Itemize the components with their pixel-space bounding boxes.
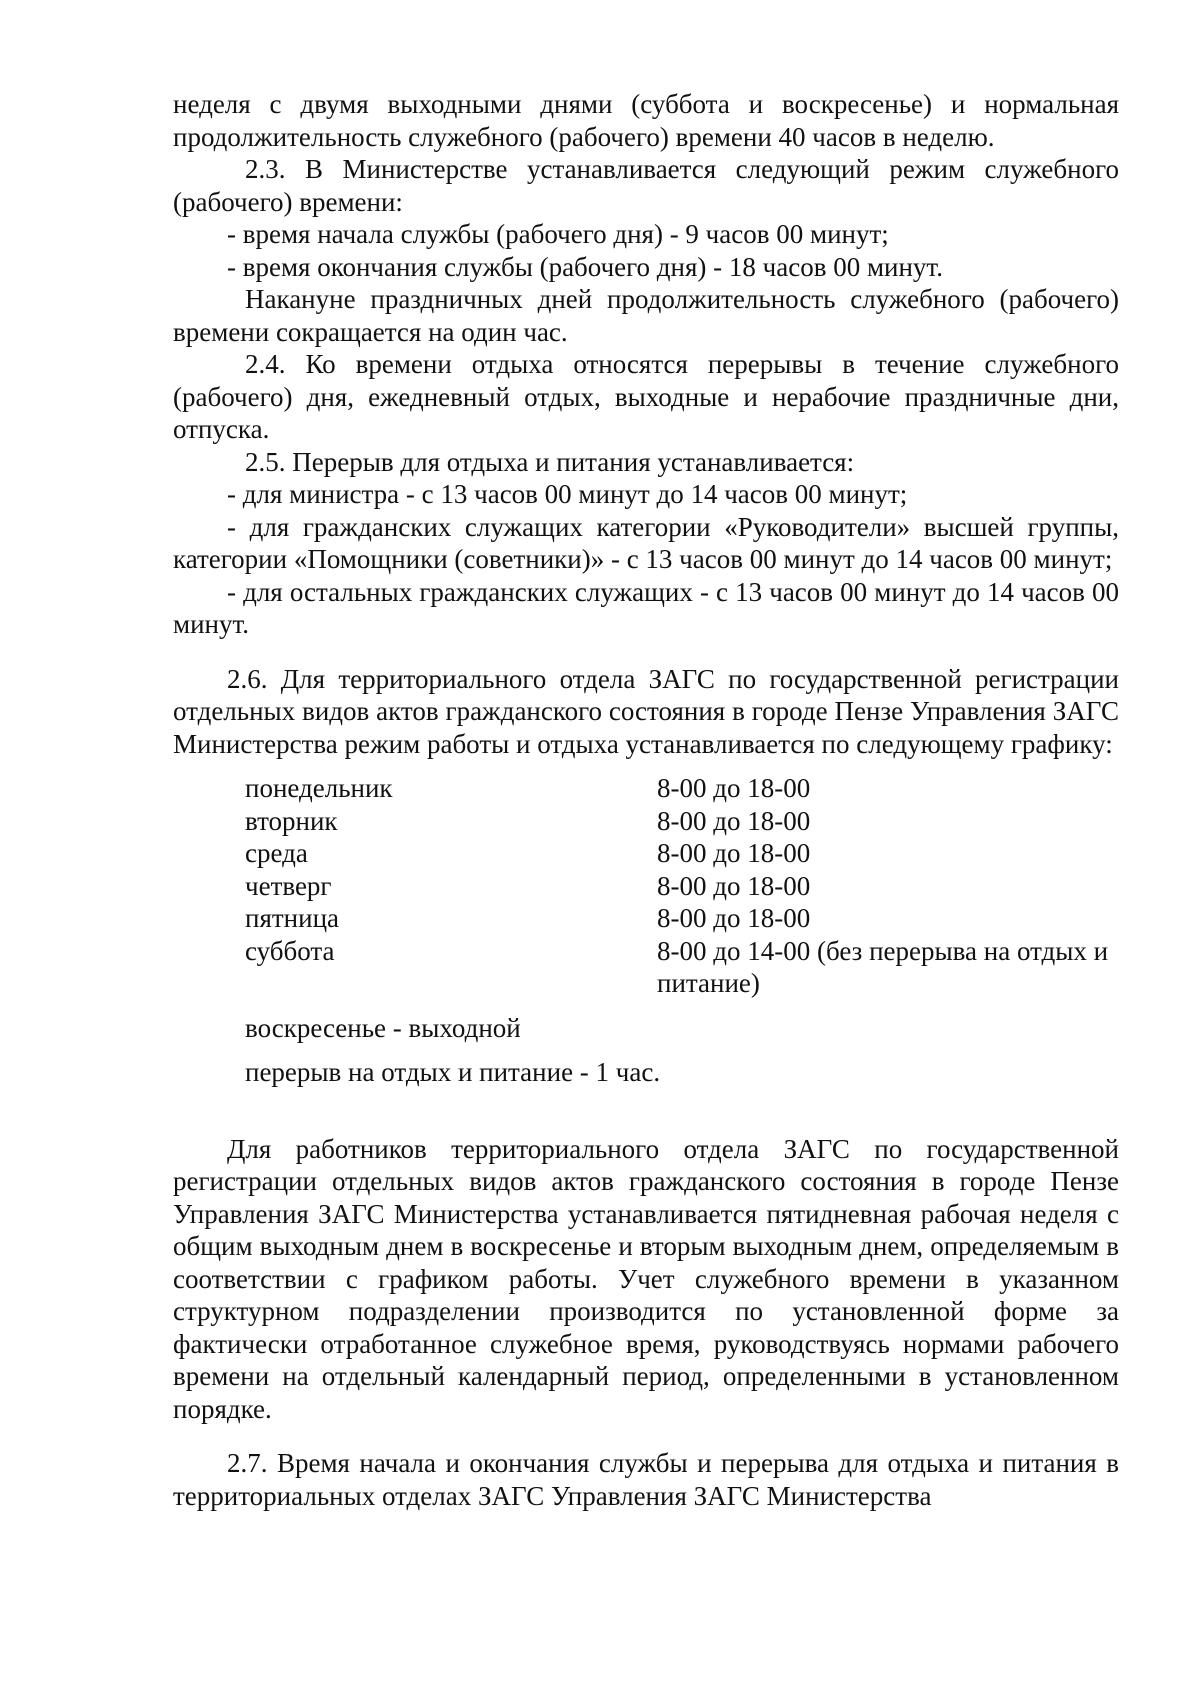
- paragraph-2-5: 2.5. Перерыв для отдыха и питания устанавливается:: [245, 446, 855, 477]
- sunday-note: воскресенье - выходной: [245, 1012, 521, 1043]
- paragraph-2-4: 2.4. Ко времени отдыха относятся перерывы в течение служебного (рабочего) дня, ежедневный отдых, выходные и нерабочие праздничные дни, отпуска.: [173, 349, 1119, 444]
- schedule-day: вторник: [245, 805, 338, 836]
- document-page: [173, 88, 1119, 1512]
- list-item-others-break: - для остальных гражданских служащих - с 13 часов 00 минут до 14 часов 00 минут.: [173, 576, 1119, 639]
- list-item-managers-break: - для гражданских служащих категории «Руководители» высшей группы, категории «Помощники (советники)» - с 13 часов 00 минут до 14 часов 00 минут;: [173, 511, 1119, 574]
- schedule-time: 8-00 до 18-00: [657, 773, 811, 803]
- schedule-time: 8-00 до 18-00: [657, 838, 811, 868]
- schedule-day: суббота: [245, 935, 335, 966]
- paragraph-2-7: 2.7. Время начала и окончания службы и перерыва для отдыха и питания в территориальных отделах ЗАГС Управления ЗАГС Министерства: [173, 1448, 1119, 1511]
- schedule-row: [245, 935, 1119, 1000]
- schedule-row: [245, 902, 1119, 935]
- schedule-day: четверг: [245, 870, 332, 901]
- paragraph-2-6: 2.6. Для территориального отдела ЗАГС по государственной регистрации отдельных видов актов гражданского состояния в городе Пензе Управления ЗАГС Министерства режим работы и отдыха устанавливается по следующему графику:: [173, 663, 1119, 759]
- schedule-day: понедельник: [245, 773, 393, 803]
- schedule-row: [245, 837, 1119, 870]
- paragraph-2-3: 2.3. В Министерстве устанавливается следующий режим служебного (рабочего) времени:: [173, 154, 1119, 217]
- schedule-time: 8-00 до 18-00: [657, 903, 811, 933]
- schedule-row: [245, 805, 1119, 838]
- schedule-time: 8-00 до 14-00 (без перерыва на отдых и питание): [657, 935, 1109, 998]
- schedule-day: среда: [245, 838, 308, 868]
- schedule-day: пятница: [245, 903, 339, 933]
- list-item-minister-break: - для министра - с 13 часов 00 минут до 14 часов 00 минут;: [227, 479, 908, 509]
- schedule-time: 8-00 до 18-00: [657, 805, 811, 836]
- schedule-time: 8-00 до 18-00: [657, 870, 811, 901]
- list-item-start-time: - время начала службы (рабочего дня) - 9 часов 00 минут;: [227, 219, 889, 249]
- paragraph-workers: Для работников территориального отдела ЗАГС по государственной регистрации отдельных видов актов гражданского состояния в городе Пензе Управления ЗАГС Министерства устанавливается пятидневная рабочая неделя с общим выходным днем в воскресенье и вторым выходным днем, определяемым в соответствии с графиком работы. Учет служебного времени в указанном структурном подразделении производится по установленной форме за фактически отработанное служебное время, руководствуясь нормами рабочего времени на отдельный календарный период, определенными в установленном порядке.: [173, 1133, 1119, 1424]
- schedule-table: [245, 772, 1119, 1000]
- paragraph-workweek: неделя с двумя выходными днями (суббота и воскресенье) и нормальная продолжительность служебного (рабочего) времени 40 часов в неделю.: [173, 89, 1119, 152]
- break-note: перерыв на отдых и питание - 1 час.: [245, 1057, 661, 1087]
- schedule-row: [245, 870, 1119, 903]
- schedule-row: [245, 772, 1119, 805]
- paragraph-holiday-eve: Накануне праздничных дней продолжительность служебного (рабочего) времени сокращается на один час.: [173, 284, 1119, 347]
- list-item-end-time: - время окончания службы (рабочего дня) - 18 часов 00 минут.: [227, 251, 943, 282]
